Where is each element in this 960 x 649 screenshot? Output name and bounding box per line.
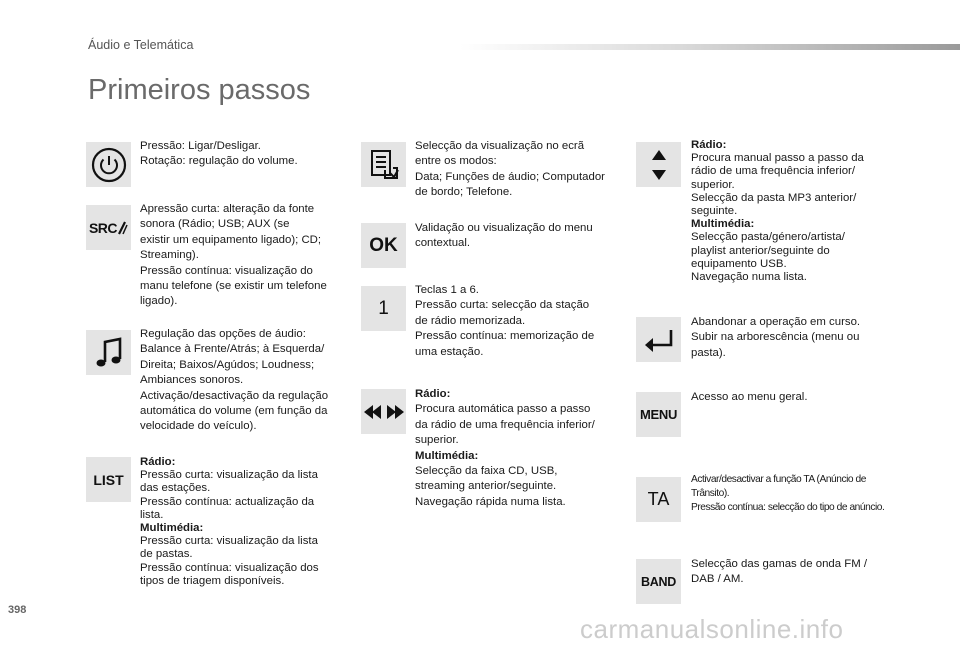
menu-description: Acesso ao menu geral. xyxy=(691,391,808,403)
band-button-icon-box xyxy=(636,559,681,604)
ta-button-icon-box xyxy=(636,477,681,522)
up-down-arrows-icon xyxy=(651,148,667,182)
band-label-icon: BAND xyxy=(641,574,676,589)
src-description: Apressão curta: alteração da fonte sonora (Rádio; USB; AUX (se existir um equipamento ligado); CD; Streaming). Pressão contínua: visualização do manu telefone (se existir um telefone ligado). xyxy=(140,203,327,308)
up-down-button-icon-box xyxy=(636,142,681,187)
ta-label-icon: TA xyxy=(647,489,670,509)
audio-settings-description: Regulação das opções de áudio: Balance à Frente/Atrás; à Esquerda/ Direita; Baixos/Agúdos; Loudness; Ambiances sonoros. Activação/desactivação da regulação automática do volume (em função da velocidade do veículo). xyxy=(140,328,329,433)
ok-label-icon: OK xyxy=(369,234,398,256)
list-button-icon-box xyxy=(86,457,131,502)
list-label-icon: LIST xyxy=(93,471,124,488)
ta-description: Activar/desactivar a função TA (Anúncio de Trânsito). Pressão contínua: selecção do tipo de anúncio. xyxy=(691,474,885,513)
preset-number-icon: 1 xyxy=(378,297,389,319)
header-bar xyxy=(460,44,960,50)
audio-settings-icon-box xyxy=(86,330,131,375)
page-number: 398 xyxy=(8,604,27,616)
list-description: Rádio: Pressão curta: visualização da lista das estações. Pressão contínua: actualização da lista. Multimédia: Pressão curta: visualização da lista de pastas. Pressão contínua: visualização dos tipos de triagem disponíveis. xyxy=(140,456,319,587)
power-icon xyxy=(91,147,127,183)
back-button-icon-box xyxy=(636,317,681,362)
display-mode-description: Selecção da visualização no ecrã entre os modos: Data; Funções de áudio; Computador de bordo; Telefone. xyxy=(415,140,605,199)
watermark: carmanualsonline.info xyxy=(580,614,844,644)
preset-number-icon-box xyxy=(361,286,406,331)
up-down-description: Rádio: Procura manual passo a passo da rádio de uma frequência inferior/ superior. Selecção da pasta MP3 anterior/ seguinte. Multimédia: Selecção pasta/género/artista/ playlist anterior/seguinte do equipamento USB. Navegação numa lista. xyxy=(691,139,864,284)
preset-description: Teclas 1 a 6. Pressão curta: selecção da stação de rádio memorizada. Pressão contínua: memorização de uma estação. xyxy=(415,284,595,358)
display-mode-icon-box xyxy=(361,142,406,187)
page-title: Primeiros passos xyxy=(88,74,311,106)
music-note-icon xyxy=(94,336,124,370)
seek-description: Rádio: Procura automática passo a passo da rádio de uma frequência inferior/ superior. Multimédia: Selecção da faixa CD, USB, streaming anterior/seguinte. Navegação rápida numa lista. xyxy=(415,388,595,508)
display-mode-icon xyxy=(368,148,400,182)
power-button-icon-box xyxy=(86,142,131,187)
menu-label-icon: MENU xyxy=(639,407,678,422)
src-label-icon: SRC xyxy=(88,219,118,236)
power-description: Pressão: Ligar/Desligar. Rotação: regulação do volume. xyxy=(140,140,298,168)
ok-button-icon-box xyxy=(361,223,406,268)
seek-arrows-icon xyxy=(364,404,404,420)
src-button-icon-box xyxy=(86,205,131,250)
back-arrow-icon xyxy=(642,327,676,353)
ok-description: Validação ou visualização do menu contextual. xyxy=(415,222,593,250)
src-phone-slash-icon xyxy=(117,221,128,235)
seek-button-icon-box xyxy=(361,389,406,434)
back-description: Abandonar a operação em curso. Subir na arborescência (menu ou pasta). xyxy=(691,316,861,359)
band-description: Selecção das gamas de onda FM / DAB / AM. xyxy=(691,558,868,586)
section-title: Áudio e Telemática xyxy=(88,38,194,52)
menu-button-icon-box xyxy=(636,392,681,437)
